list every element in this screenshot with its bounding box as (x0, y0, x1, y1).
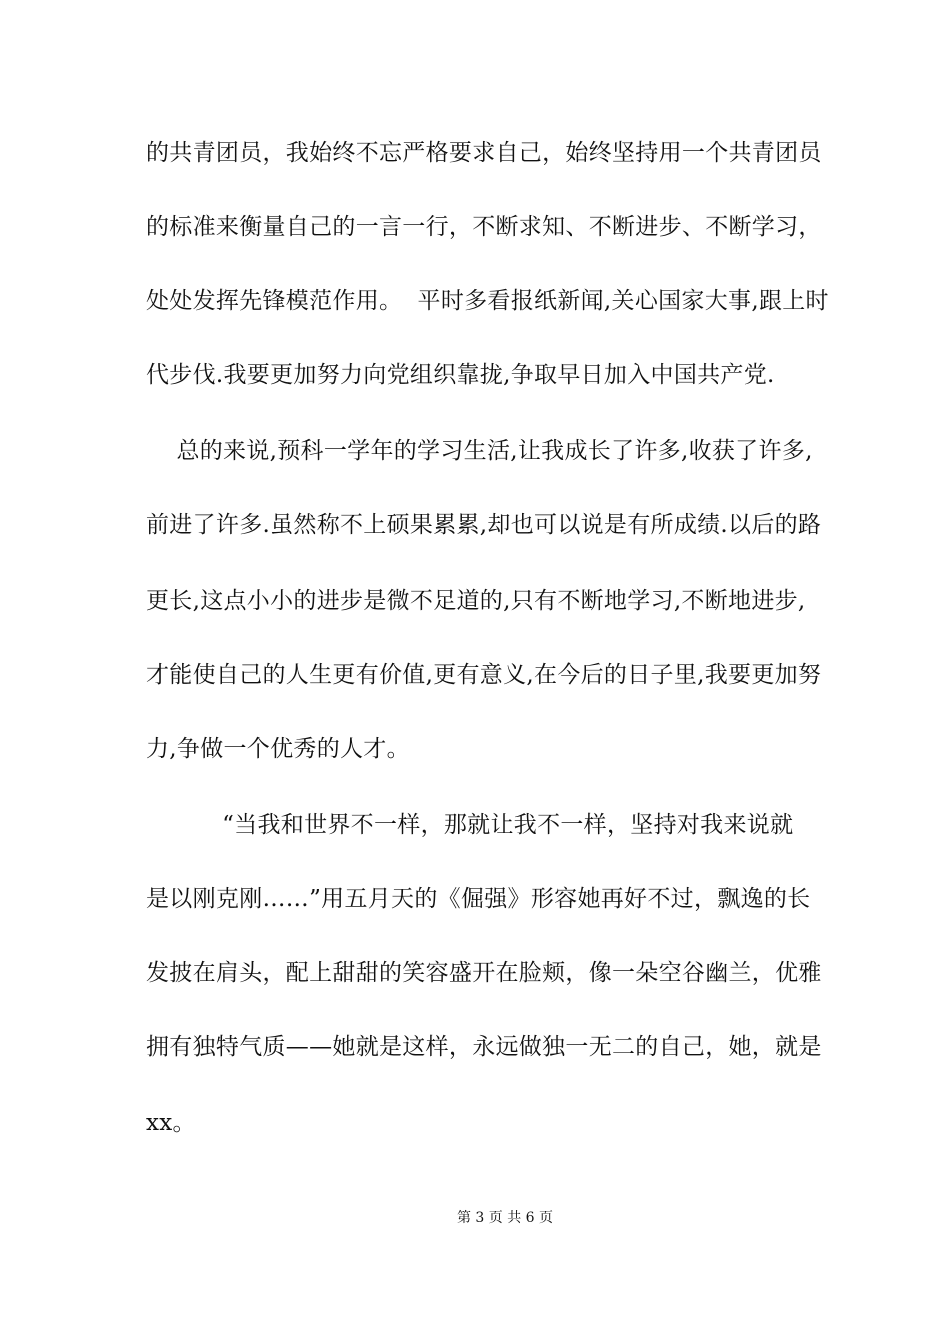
body-text-line: 的共青团员，我始终不忘严格要求自己，始终坚持用一个共青团员 (146, 140, 822, 166)
body-text-line: 力,争做一个优秀的人才。 (146, 736, 410, 762)
body-text-line: 拥有独特气质——她就是这样，永远做独一无二的自己，她，就是 (146, 1034, 822, 1060)
quote-paragraph-start-line: “当我和世界不一样，那就让我不一样，坚持对我来说就 (146, 812, 794, 838)
body-text-line: 发披在肩头，配上甜甜的笑容盛开在脸颊，像一朵空谷幽兰，优雅 (146, 960, 822, 986)
body-text-line: 前进了许多.虽然称不上硕果累累,却也可以说是有所成绩.以后的路 (146, 512, 822, 538)
body-text-line: xx。 (146, 1110, 196, 1136)
body-text-line: 代步伐.我要更加努力向党组织靠拢,争取早日加入中国共产党. (146, 362, 775, 388)
body-text-line: 的标准来衡量自己的一言一行，不断求知、不断进步、不断学习， (146, 214, 822, 240)
body-text-line: 才能使自己的人生更有价值,更有意义,在今后的日子里,我要更加努 (146, 662, 822, 688)
paragraph-start-line: 总的来说,预科一学年的学习生活,让我成长了许多,收获了许多, (146, 438, 813, 464)
body-text-line: 处处发挥先锋模范作用。 平时多看报纸新闻,关心国家大事,跟上时 (146, 288, 829, 314)
body-text-line: 是以刚克刚……”用五月天的《倔强》形容她再好不过，飘逸的长 (146, 886, 811, 912)
page-number-footer: 第 3 页 共 6 页 (456, 1210, 554, 1226)
body-text-line: 更长,这点小小的进步是微不足道的,只有不断地学习,不断地进步, (146, 588, 806, 614)
